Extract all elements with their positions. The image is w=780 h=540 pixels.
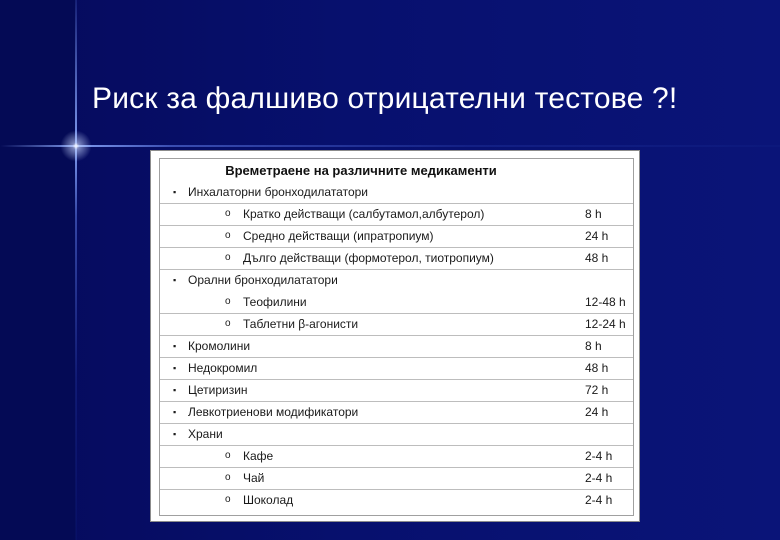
row-label: Храни [188,427,223,441]
circle-bullet-icon: o [225,472,231,483]
slide-title: Риск за фалшиво отрицателни тестове ?! [92,82,678,115]
square-bullet-icon: ▪ [173,385,177,395]
row-label: Дълго действащи (формотерол, тиотропиум) [243,251,494,265]
row-label: Инхалаторни бронходилататори [188,185,368,199]
square-bullet-icon: ▪ [173,407,177,417]
row-duration: 48 h [585,251,609,265]
row-label: Цетиризин [188,383,248,397]
vertical-glow-line [75,0,77,540]
table-row [160,335,633,358]
row-label: Кратко действащи (салбутамол,албутерол) [243,207,485,221]
row-duration: 72 h [585,383,609,397]
row-duration: 12-24 h [585,317,626,331]
table-row [160,423,633,446]
horizontal-glow-line [0,145,780,147]
row-label: Недокромил [188,361,258,375]
table-grid [159,158,634,516]
square-bullet-icon: ▪ [173,363,177,373]
table-row [160,401,633,424]
table-row [160,225,633,248]
row-duration: 8 h [585,339,602,353]
table-row [160,291,633,314]
row-duration: 24 h [585,229,609,243]
table-row [160,379,633,402]
row-label: Теофилини [243,295,307,309]
table-title: Времетраене на различните медикаменти [225,163,497,178]
sparkle-decoration [56,126,96,166]
row-duration: 2-4 h [585,449,613,463]
row-label: Средно действащи (ипратропиум) [243,229,434,243]
table-row [160,357,633,380]
row-label: Кафе [243,449,274,463]
square-bullet-icon: ▪ [173,341,177,351]
row-label: Таблетни β-агонисти [243,317,359,331]
table-row [160,313,633,336]
square-bullet-icon: ▪ [173,187,177,197]
row-duration: 24 h [585,405,609,419]
table-row [160,445,633,468]
circle-bullet-icon: o [225,450,231,461]
row-duration: 8 h [585,207,602,221]
row-label: Орални бронходилататори [188,273,338,287]
left-band-decoration [0,0,76,540]
circle-bullet-icon: o [225,494,231,505]
row-duration: 2-4 h [585,493,613,507]
row-label: Чай [243,471,265,485]
table-image [150,150,640,522]
table-row [160,181,633,204]
table-row [160,467,633,490]
row-label: Левкотриенови модификатори [188,405,359,419]
table-row [160,489,633,511]
row-duration: 2-4 h [585,471,613,485]
row-duration: 12-48 h [585,295,626,309]
circle-bullet-icon: o [225,296,231,307]
table-row [160,247,633,270]
square-bullet-icon: ▪ [173,429,177,439]
table-row [160,203,633,226]
row-label: Кромолини [188,339,251,353]
circle-bullet-icon: o [225,230,231,241]
circle-bullet-icon: o [225,318,231,329]
row-duration: 48 h [585,361,609,375]
row-label: Шоколад [243,493,294,507]
circle-bullet-icon: o [225,208,231,219]
circle-bullet-icon: o [225,252,231,263]
square-bullet-icon: ▪ [173,275,177,285]
